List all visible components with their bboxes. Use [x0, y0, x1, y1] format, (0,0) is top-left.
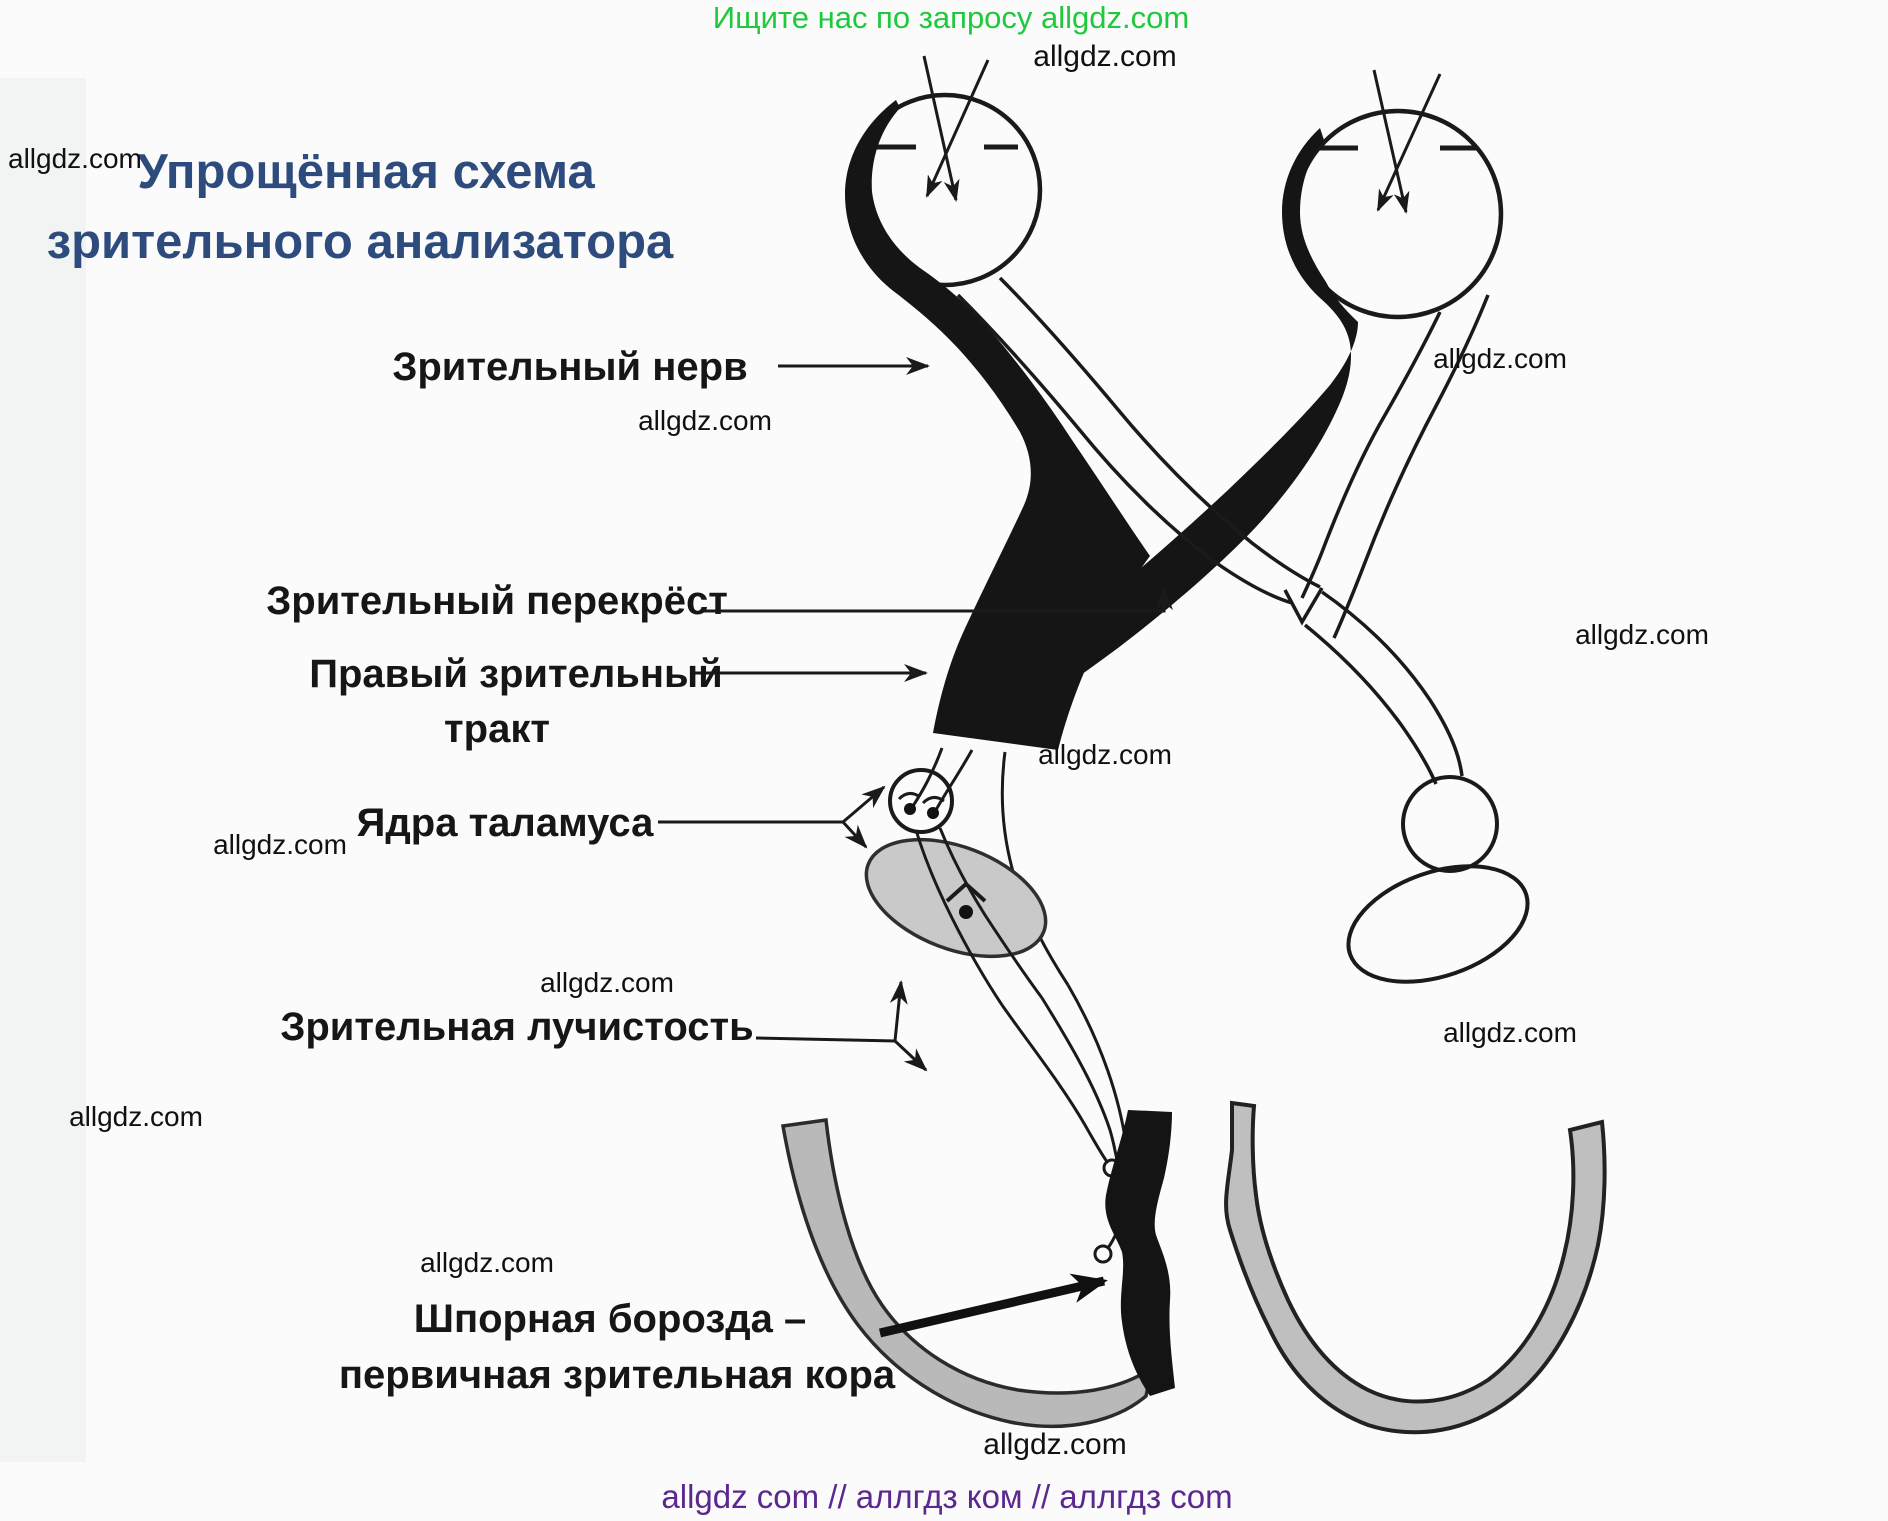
watermark: allgdz.com — [1575, 619, 1709, 650]
footer-watermark-line: allgdz com // аллгдз ком // аллгдз com — [661, 1478, 1233, 1515]
header-search-hint: Ищите нас по запросу allgdz.com — [712, 0, 1190, 35]
blob-dot — [959, 905, 973, 919]
label-optic-nerve: Зрительный нерв — [392, 345, 748, 389]
watermark: allgdz.com — [213, 829, 347, 860]
watermark: allgdz.com — [983, 1428, 1127, 1461]
watermark: allgdz.com — [1038, 739, 1172, 770]
watermark: allgdz.com — [1443, 1017, 1577, 1048]
watermark: allgdz.com — [1433, 343, 1567, 374]
watermark: allgdz.com — [420, 1247, 554, 1278]
watermark: allgdz.com — [540, 967, 674, 998]
label-calcarine-line2: первичная зрительная кора — [338, 1353, 896, 1397]
watermark: allgdz.com — [1033, 40, 1177, 73]
watermark: allgdz.com — [638, 405, 772, 436]
label-optic-tract-line1: Правый зрительный — [309, 652, 723, 696]
label-optic-radiation: Зрительная лучистость — [280, 1005, 754, 1049]
nucleus-dot — [927, 807, 939, 819]
watermark: allgdz.com — [69, 1101, 203, 1132]
diagram-paper — [86, 78, 1888, 1462]
label-optic-tract-line2: тракт — [444, 707, 550, 751]
label-thalamic-nuclei: Ядра таламуса — [356, 801, 654, 845]
page-title-line1: Упрощённая схема — [137, 145, 595, 199]
label-optic-chiasm: Зрительный перекрёст — [266, 579, 728, 623]
label-calcarine-line1: Шпорная борозда – — [413, 1297, 807, 1341]
page-title-line2: зрительного анализатора — [46, 215, 674, 269]
nucleus-dot — [904, 803, 916, 815]
watermark: allgdz.com — [8, 143, 142, 174]
